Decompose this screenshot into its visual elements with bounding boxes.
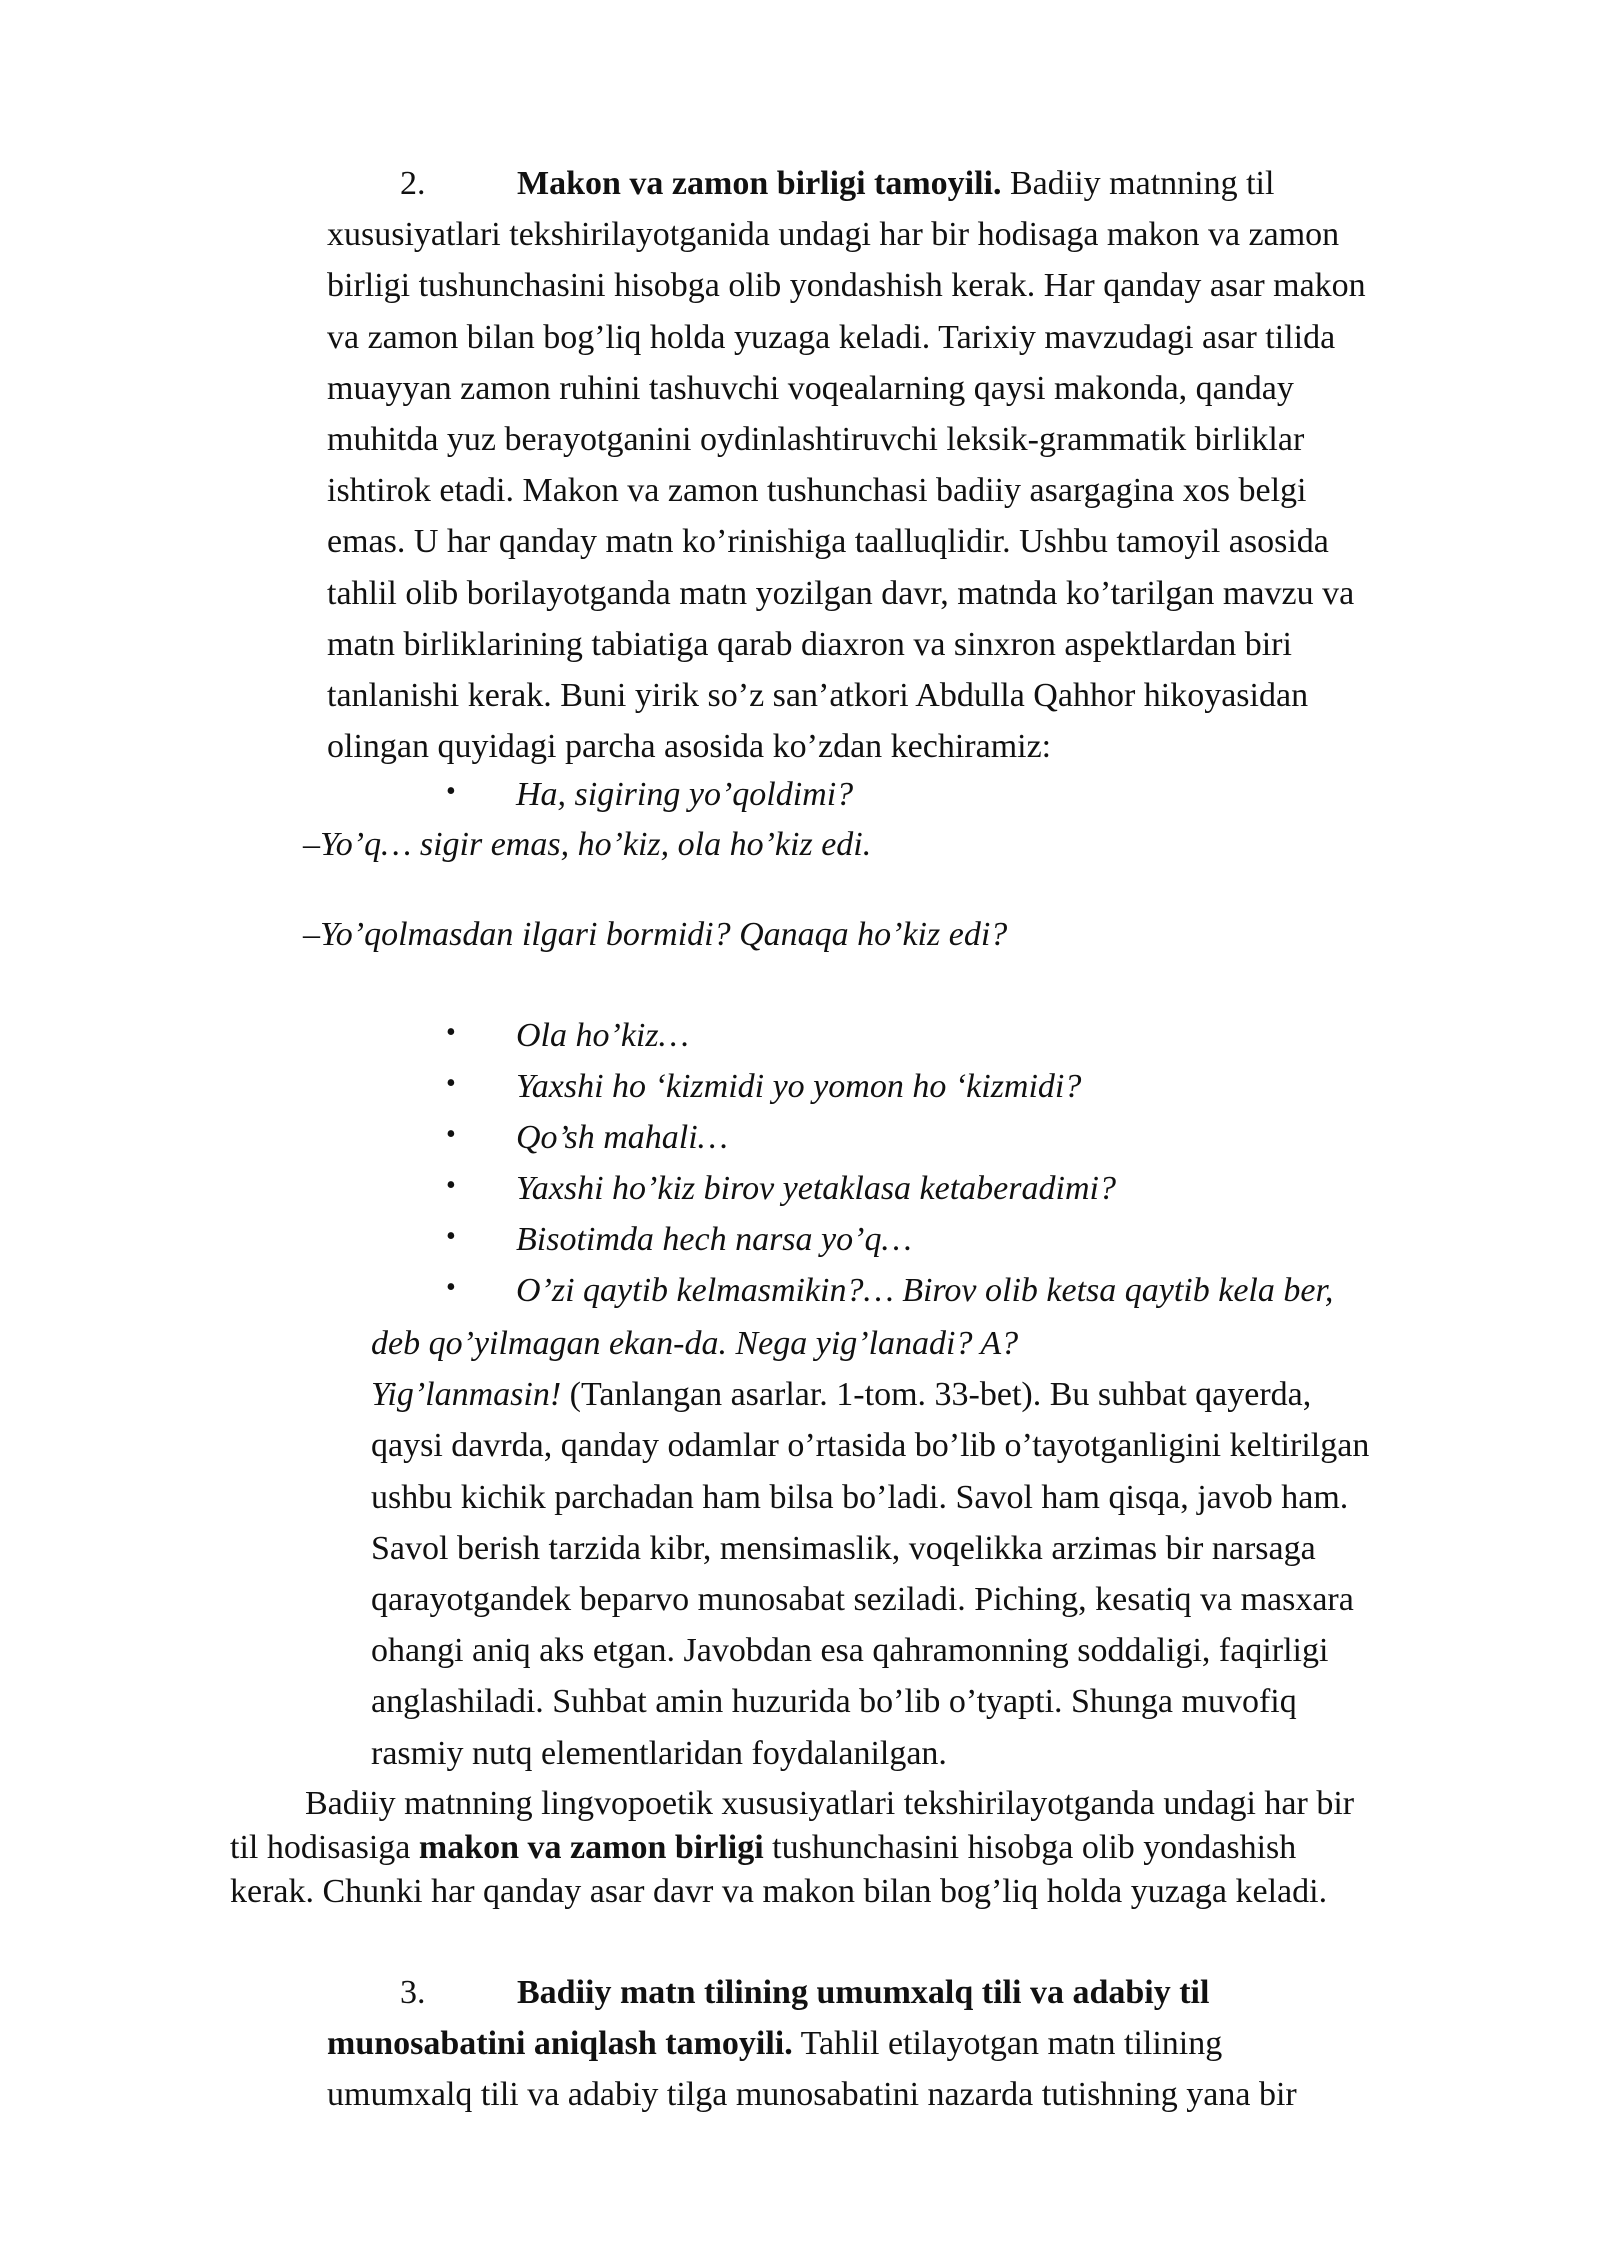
bullet-icon: • — [446, 1272, 456, 1303]
section-2-line: emas. U har qanday matn ko’rinishiga taalluqlidir. Ushbu tamoyil asosida — [327, 523, 1329, 561]
commentary-line: Savol berish tarzida kibr, mensimaslik, voqelikka arzimas bir narsaga — [371, 1529, 1316, 1567]
summary-line: kerak. Chunki har qanday asar davr va makon bilan bog’liq holda yuzaga keladi. — [230, 1873, 1328, 1910]
section-2-line: birligi tushunchasini hisobga olib yondashish kerak. Har qanday asar makon — [327, 267, 1366, 305]
commentary-line: ohangi aniq aks etgan. Javobdan esa qahramonning soddaligi, faqirligi — [371, 1632, 1329, 1670]
summary-paragraph — [230, 1782, 1500, 1914]
section-2-line: ishtirok etadi. Makon va zamon tushunchasi badiiy asargagina xos belgi — [327, 472, 1307, 510]
section-2-line: muhitda yuz berayotganini oydinlashtiruvchi leksik-grammatik birliklar — [327, 421, 1305, 459]
bullet-icon: • — [446, 1221, 456, 1252]
section-3-line-3: umumxalq tili va adabiy tilga munosabatini nazarda tutishning yana bir — [327, 2076, 1297, 2114]
commentary-line: deb qo’yilmagan ekan-da. Nega yig’lanadi? A? — [371, 1325, 1019, 1362]
section-2 — [327, 158, 1487, 772]
section-2-line: tanlanishi kerak. Buni yirik so’z san’atkori Abdulla Qahhor hikoyasidan — [327, 677, 1309, 715]
bullet-icon: • — [446, 1170, 456, 1201]
commentary-line: qaysi davrda, qanday odamlar o’rtasida bo’lib o’tayotganligini keltirilgan — [371, 1427, 1370, 1465]
commentary-line: Yig’lanmasin! (Tanlangan asarlar. 1-tom. 33-bet). Bu suhbat qayerda, — [371, 1376, 1312, 1414]
bullet-icon: • — [446, 776, 456, 807]
commentary-line: anglashiladi. Suhbat amin huzurida bo’lib o’tyapti. Shunga muvofiq — [371, 1683, 1297, 1721]
section-2-line: tahlil olib borilayotganda matn yozilgan davr, matnda ko’tarilgan mavzu va — [327, 574, 1355, 612]
bullet-icon: • — [446, 1119, 456, 1150]
section-2-line: muayyan zamon ruhini tashuvchi voqealarning qaysi makonda, qanday — [327, 369, 1294, 407]
dialogue-dash-line: –Yo’qolmasdan ilgari bormidi? Qanaqa ho’kiz edi? — [303, 916, 1008, 953]
commentary-line: ushbu kichik parchadan ham bilsa bo’ladi. Savol ham qisqa, javob ham. — [371, 1478, 1349, 1516]
section-3-number: 3. — [400, 1974, 426, 2011]
section-3-line-2: munosabatini aniqlash tamoyili. Tahlil etilayotgan matn tilining — [327, 2025, 1223, 2063]
commentary-line: rasmiy nutq elementlaridan foydalanilgan. — [371, 1734, 947, 1772]
section-2-line: olingan quyidagi parcha asosida ko’zdan kechiramiz: — [327, 728, 1052, 766]
section-3 — [327, 1967, 1487, 2121]
section-2-line: matn birliklarining tabiatiga qarab diaxron va sinxron aspektlardan biri — [327, 625, 1292, 663]
dialogue-dash-line: –Yo’q… sigir emas, ho’kiz, ola ho’kiz edi. — [303, 826, 872, 863]
summary-bold-term: makon va zamon birligi — [418, 1829, 764, 1866]
summary-line: Badiiy matnning lingvopoetik xususiyatlari tekshirilayotganda undagi har bir — [305, 1785, 1355, 1822]
section-3-heading: Badiiy matn tilining umumxalq tili va adabiy til — [517, 1974, 1210, 2011]
dialogue-commentary — [371, 1318, 1491, 1779]
bullet-icon: • — [446, 1068, 456, 1099]
bullet-icon: • — [446, 1017, 456, 1048]
section-2-heading: Makon va zamon birligi tamoyili. — [517, 165, 1002, 202]
summary-line: til hodisasiga makon va zamon birligi tushunchasini hisobga olib yondashish — [230, 1829, 1297, 1866]
section-2-number: 2. — [400, 165, 426, 202]
commentary-line: qarayotgandek beparvo munosabat seziladi. Piching, kesatiq va masxara — [371, 1581, 1354, 1619]
section-2-line: va zamon bilan bog’liq holda yuzaga keladi. Tarixiy mavzudagi asar tilida — [327, 318, 1336, 356]
document-page: 2. Makon va zamon birligi tamoyili. Badiiy matnning til xususiyatlari tekshirilayotganida undagi har bir hodisaga makon va zamon birligi tushunchasini hisobga olib yondashish kerak. Har qanday asar makon va zamon bilan bog’liq holda yuzaga keladi. Tarixiy mavzudagi asar tilida muayyan zamon ruhini tashuvchi voqealarning qaysi makonda, qanday muhitda yuz berayotganini oydinlashtiruvchi leksik-grammatik birliklar ishtirok etadi. Makon va zamon tushunchasi badiiy asargagina xos belgi emas. U har qanday matn ko’rinishiga taalluqlidir. Ushbu tamoyil asosida tahlil olib borilayotganda matn yozilgan davr, matnda ko’tarilgan mavzu va matn birliklarining tabiatiga qarab diaxron va sinxron aspektlardan biri tanlanishi kerak. Buni yirik so’z san’atkori Abdulla Qahhor hikoyasidan olingan quyidagi parcha asosida ko’zdan kechiramiz: • Ha, sigiring yo’qoldimi? –Yo’q… sigir emas, ho’kiz, ola ho’kiz edi. –Yo’qolmasdan ilgari bormidi? Qanaqa ho’kiz edi? • Ola ho’kiz… • Yaxshi ho ‘kizmidi yo yomon ho ‘kizmidi? • Qo’sh mahali… • Yaxshi ho’kiz birov yetaklasa ketaberadimi? • Bisotimda hech narsa yo’q… • O’zi qaytib kelmasmikin?… Birov olib ketsa qaytib kela ber, deb qo’yilmagan ekan-da. Nega yig’lanadi? A? Yig’lanmasin! (Tanlangan asarlar. 1-tom. 33-bet). Bu suhbat qayerda, qaysi davrda, qanday odamlar o’rtasida bo’lib o’tayotganligini keltirilgan ushbu kichik parchadan ham bilsa bo’ladi. Savol ham qisqa, javob ham. Savol berish tarzida kibr, mensimaslik, voqelikka arzimas bir narsaga qarayotgandek beparvo munosabat seziladi. Piching, kesatiq va masxara ohangi aniq aks etgan. Javobdan esa qahramonning soddaligi, faqirligi anglashiladi. Suhbat amin huzurida bo’lib o’tyapti. Shunga muvofiq rasmiy nutq elementlaridan foydalanilgan. Badiiy matnning lingvopoetik xususiyatlari tekshirilayotganda undagi har bir til hodisasiga makon va zamon birligi tushunchasini hisobga olib yondashish kerak. Chunki har qanday asar davr va makon bilan bog’liq holda yuzaga keladi. 3. Badiiy matn tilining umumxalq tili va adabiy til munosabatini aniqlash tamoyili. Tahlil etilayotgan matn tilining umumxalq tili va adabiy tilga munosabatini nazarda tutishning yana bir — [0, 0, 1600, 2262]
section-2-line: xususiyatlari tekshirilayotganida undagi har bir hodisaga makon va zamon — [327, 216, 1340, 254]
section-3-line-1 — [327, 1967, 1487, 2018]
section-2-line-1: Makon va zamon birligi tamoyili. Badiiy matnning til — [517, 165, 1275, 202]
